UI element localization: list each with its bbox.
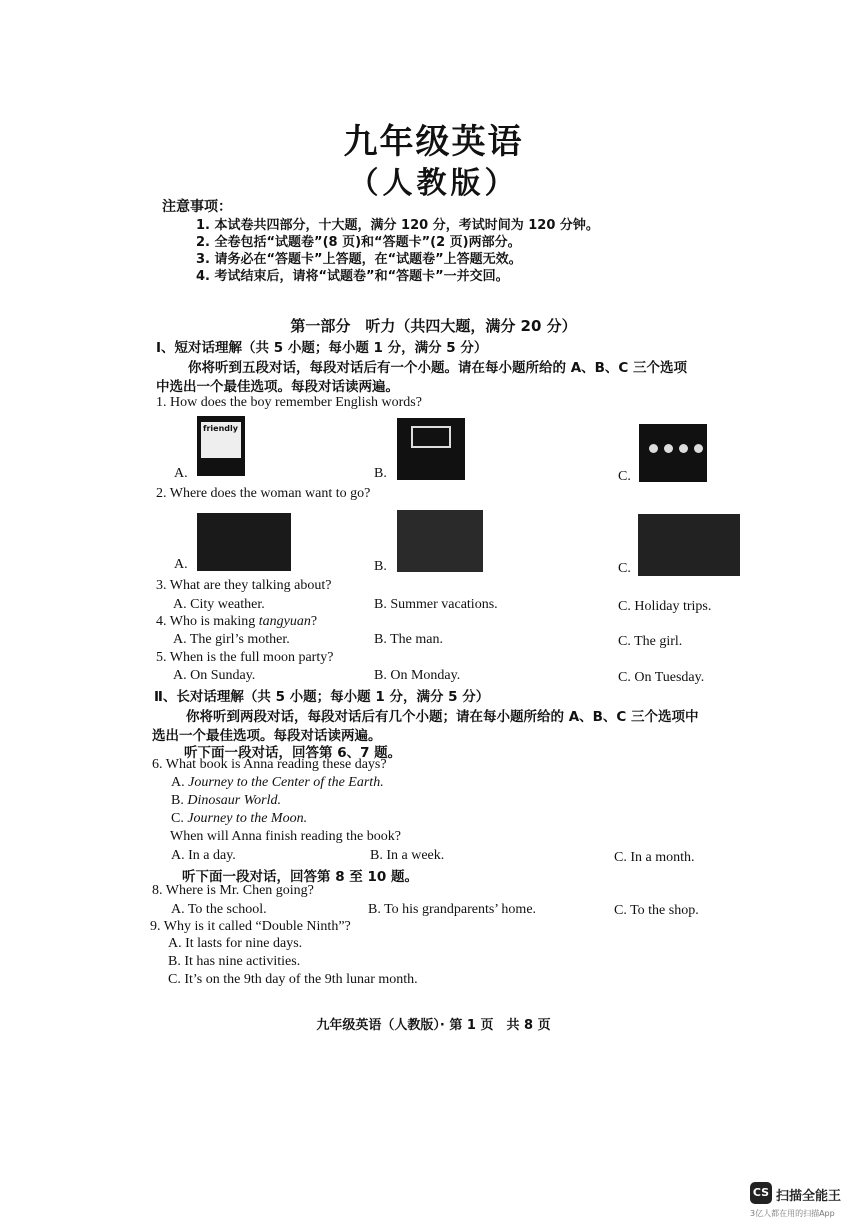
question-stem: 6. What book is Anna reading these days? xyxy=(152,757,387,772)
card-word: friendly xyxy=(203,424,238,433)
question-stem xyxy=(156,614,317,630)
section-title: Ⅱ、长对话理解（共 5 小题；每小题 1 分，满分 5 分） xyxy=(154,689,490,705)
option-b: B. On Monday. xyxy=(374,668,461,683)
book-title: Journey to the Moon. xyxy=(187,811,308,826)
question-stem: 5. When is the full moon party? xyxy=(156,650,334,665)
listening-cue: 听下面一段对话，回答第 6、7 题。 xyxy=(184,745,402,761)
option-b: B. To his grandparents’ home. xyxy=(368,902,537,917)
scanner-watermark xyxy=(750,1182,845,1218)
book-title: Dinosaur World. xyxy=(187,793,281,808)
option-label: B. xyxy=(374,466,387,481)
option-label: C. xyxy=(618,561,631,576)
exam-edition: （人教版） xyxy=(348,166,519,201)
option-a xyxy=(171,775,384,791)
option-c xyxy=(171,811,307,827)
watermark-name: 扫描全能王 xyxy=(776,1189,842,1204)
face-icon xyxy=(679,444,688,453)
stem-italic-term: tangyuan xyxy=(258,614,311,629)
section-title: Ⅰ、短对话理解（共 5 小题；每小题 1 分，满分 5 分） xyxy=(156,340,488,356)
option-label: A. xyxy=(174,466,188,481)
option-a: A. In a day. xyxy=(171,848,236,863)
question-stem: 1. How does the boy remember English words? xyxy=(156,395,422,410)
question-stem: 3. What are they talking about? xyxy=(156,578,332,593)
option-c: C. To the shop. xyxy=(614,903,699,918)
face-icon xyxy=(694,444,703,453)
notice-item: 2. 全卷包括“试题卷”(8 页)和“答题卡”(2 页)两部分。 xyxy=(196,235,521,250)
option-image-place-c xyxy=(638,514,740,576)
option-b xyxy=(171,793,281,809)
card-face xyxy=(201,422,241,458)
section-instructions: 你将听到两段对话，每段对话后有几个小题；请在每小题所给的 A、B、C 三个选项中 xyxy=(186,709,699,725)
option-a: A. It lasts for nine days. xyxy=(168,936,303,951)
question-stem: 2. Where does the woman want to go? xyxy=(156,486,371,501)
option-c: C. On Tuesday. xyxy=(618,670,705,685)
option-c: C. It’s on the 9th day of the 9th lunar month. xyxy=(168,972,418,987)
section-instructions: 中选出一个最佳选项。每段对话读两遍。 xyxy=(156,379,399,395)
option-a: A. The girl’s mother. xyxy=(173,632,290,647)
option-label: A. xyxy=(174,557,188,572)
option-image-place-a xyxy=(197,513,291,571)
option-letter: A. xyxy=(171,775,189,790)
option-label: B. xyxy=(374,559,387,574)
option-b: B. The man. xyxy=(374,632,443,647)
option-c: C. Holiday trips. xyxy=(618,599,712,614)
option-b: B. It has nine activities. xyxy=(168,954,301,969)
notice-item: 1. 本试卷共四部分，十大题，满分 120 分，考试时间为 120 分钟。 xyxy=(196,218,599,233)
option-letter: C. xyxy=(171,811,188,826)
option-a: A. City weather. xyxy=(173,597,265,612)
notice-item: 4. 考试结束后，请将“试题卷”和“答题卡”一并交回。 xyxy=(196,269,509,284)
option-c: C. The girl. xyxy=(618,634,683,649)
section-instructions: 你将听到五段对话，每段对话后有一个小题。请在每小题所给的 A、B、C 三个选项 xyxy=(188,360,688,376)
notice-heading: 注意事项： xyxy=(162,199,232,215)
option-image-vocabulary-card xyxy=(197,416,245,476)
option-a: A. To the school. xyxy=(171,902,267,917)
option-image-cinema xyxy=(397,418,465,480)
face-icon xyxy=(664,444,673,453)
page-footer: 九年级英语（人教版）· 第 1 页 共 8 页 xyxy=(316,1018,551,1033)
stem-text: 4. Who is making xyxy=(156,614,259,629)
part-title: 第一部分 听力（共四大题，满分 20 分） xyxy=(290,317,577,335)
screen-shape xyxy=(411,426,451,448)
question-stem: 9. Why is it called “Double Ninth”? xyxy=(150,919,351,934)
option-image-faces xyxy=(639,424,707,482)
option-label: C. xyxy=(618,469,631,484)
question-stem: When will Anna finish reading the book? xyxy=(170,829,401,844)
option-b: B. Summer vacations. xyxy=(374,597,498,612)
option-c: C. In a month. xyxy=(614,850,695,865)
camscanner-logo: CS xyxy=(750,1182,772,1204)
notice-item: 3. 请务必在“答题卡”上答题，在“试题卷”上答题无效。 xyxy=(196,252,522,267)
option-b: B. In a week. xyxy=(370,848,445,863)
section-instructions: 选出一个最佳选项。每段对话读两遍。 xyxy=(152,728,382,744)
watermark-tagline: 3亿人都在用的扫描App xyxy=(750,1209,835,1218)
question-stem: 8. Where is Mr. Chen going? xyxy=(152,883,314,898)
listening-cue: 听下面一段对话，回答第 8 至 10 题。 xyxy=(182,869,418,885)
option-image-place-b xyxy=(397,510,483,572)
book-title: Journey to the Center of the Earth. xyxy=(188,775,384,790)
option-a: A. On Sunday. xyxy=(173,668,256,683)
stem-text: ? xyxy=(310,614,318,629)
exam-title: 九年级英语 xyxy=(343,122,524,162)
option-letter: B. xyxy=(171,793,188,808)
face-icon xyxy=(649,444,658,453)
